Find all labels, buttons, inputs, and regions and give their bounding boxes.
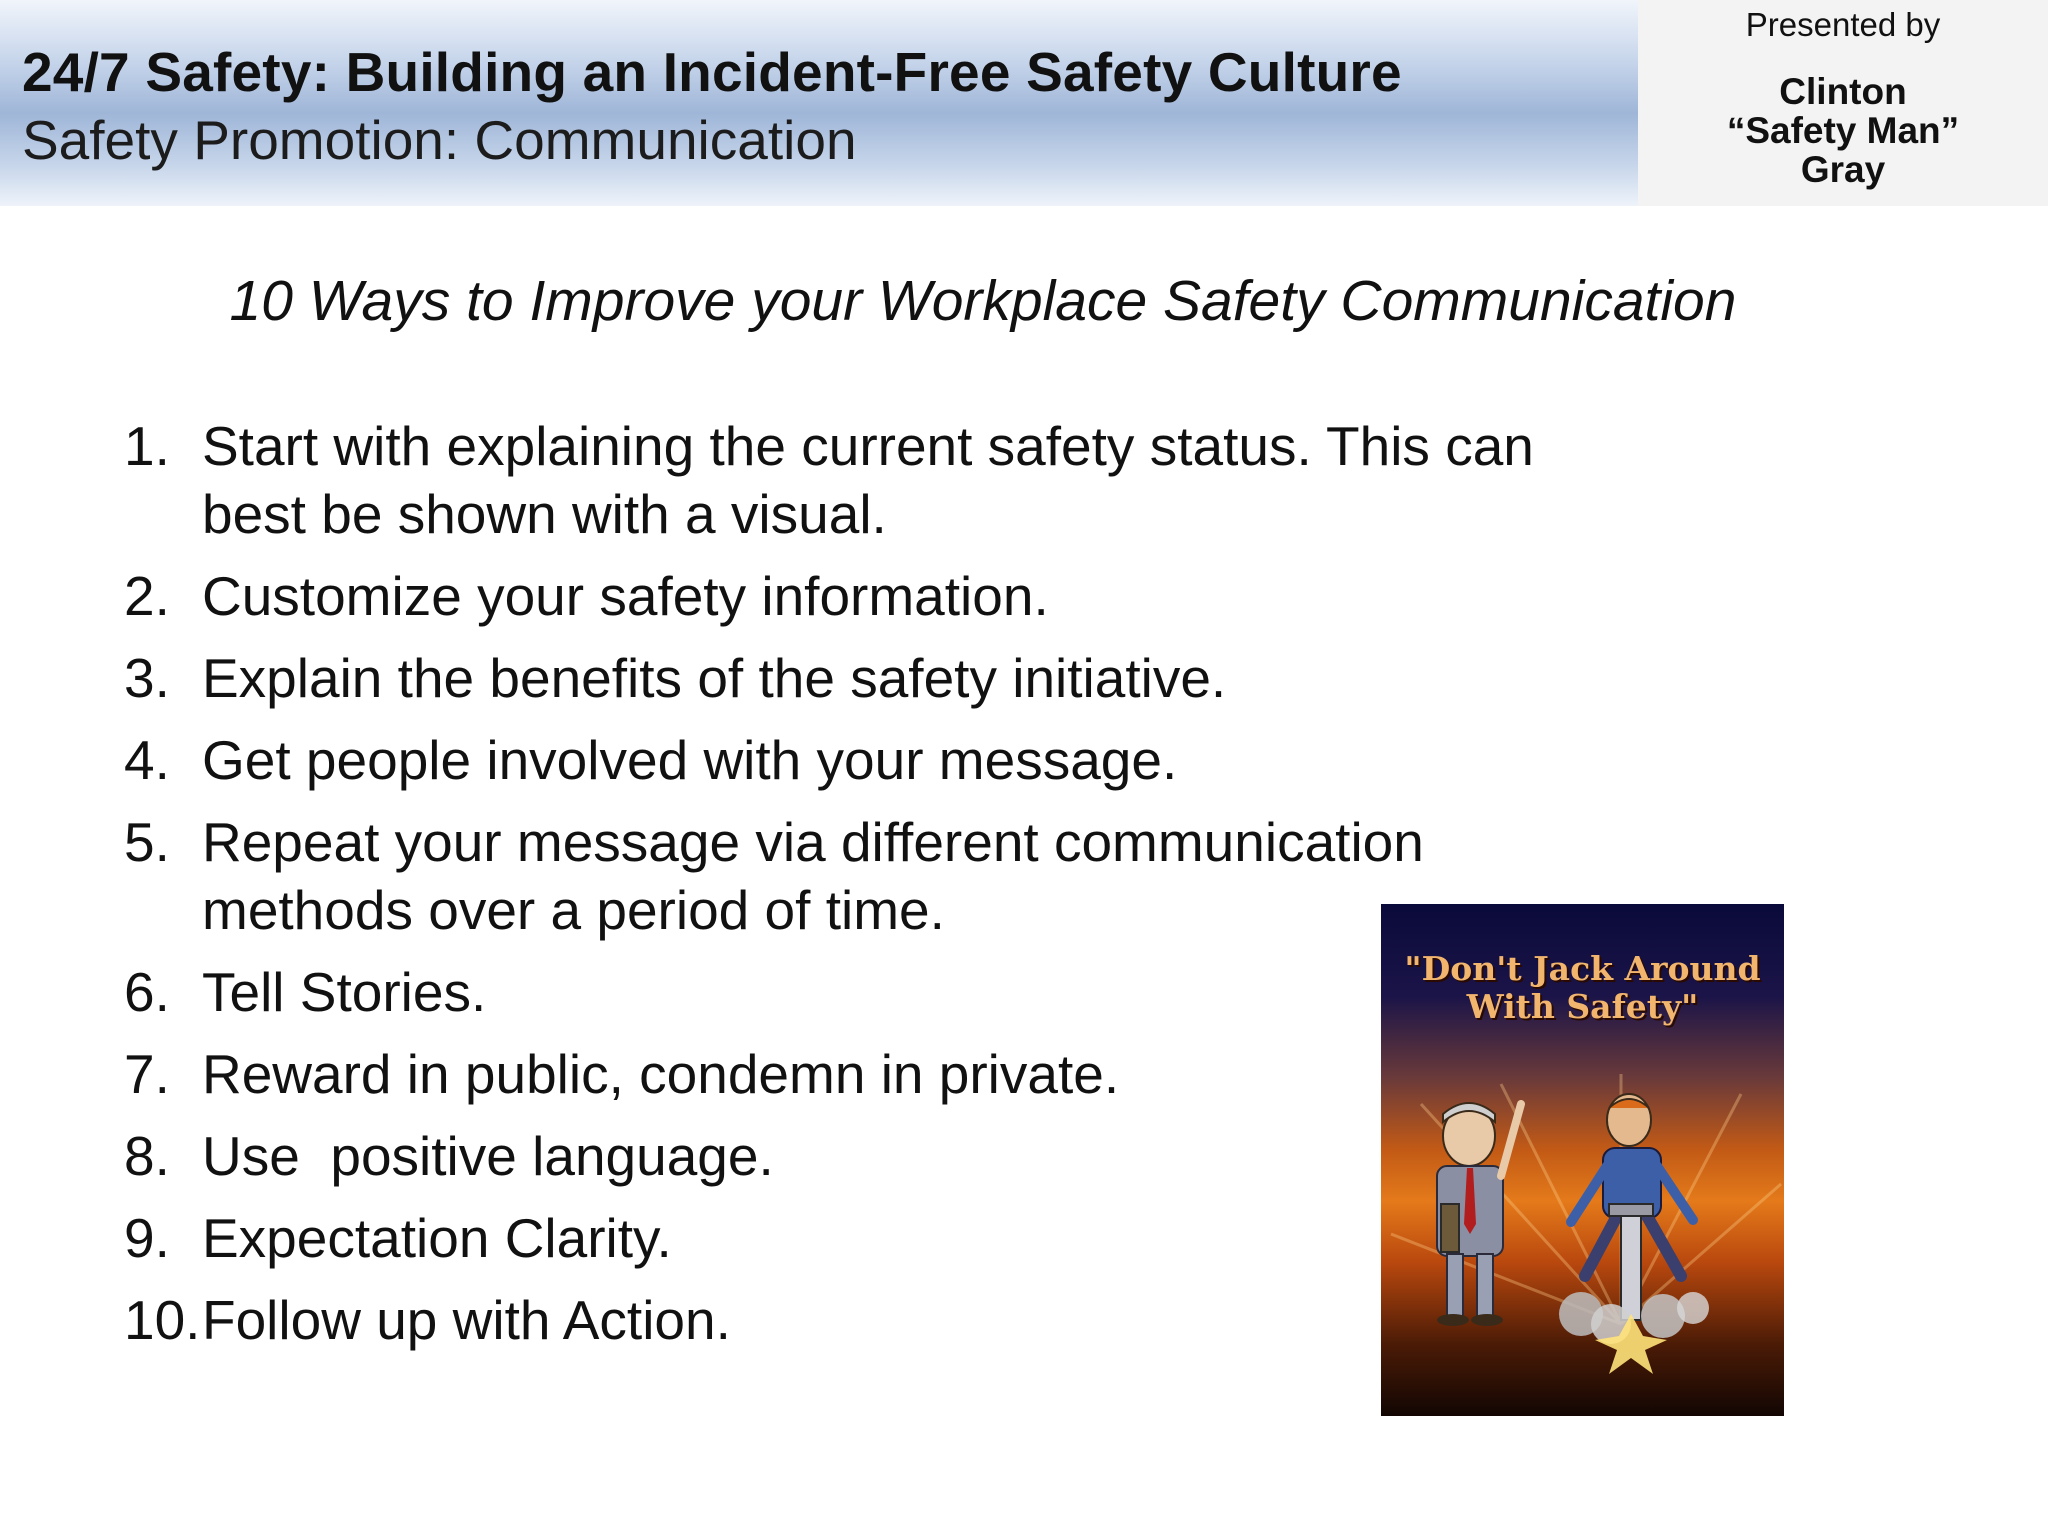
supervisor-figure [1437, 1103, 1521, 1326]
list-item-number: 4. [124, 729, 170, 791]
presenter-name-line-3: Gray [1800, 149, 1886, 190]
safety-poster-image [1381, 904, 1784, 1416]
list-item-text: Start with explaining the current safety status. This can best be shown with a visual. [202, 415, 1550, 545]
list-item [124, 644, 1624, 712]
list-item-number: 1. [124, 415, 170, 477]
list-item-text: Reward in public, condemn in private. [202, 1043, 1120, 1105]
list-item-number: 3. [124, 647, 170, 709]
list-item-text: Use positive language. [202, 1125, 774, 1187]
list-item-text: Get people involved with your message. [202, 729, 1178, 791]
jackhammer-worker-figure [1571, 1094, 1693, 1320]
list-item-number: 2. [124, 565, 170, 627]
presenter-panel [1638, 0, 2048, 206]
list-item-number: 5. [124, 811, 170, 873]
list-item [124, 562, 1624, 630]
list-item-text: Follow up with Action. [202, 1289, 731, 1351]
list-item-number: 10. [124, 1289, 201, 1351]
list-item-text: Repeat your message via different communication methods over a period of time. [202, 811, 1440, 941]
header-banner [0, 0, 1638, 206]
poster-caption [1381, 950, 1784, 1026]
presenter-name-line-2: “Safety Man” [1726, 110, 1960, 151]
poster-caption-line-1: "Don't Jack Around [1404, 949, 1761, 988]
list-item [124, 412, 1624, 548]
presentation-title: 24/7 Safety: Building an Incident-Free Safety Culture [22, 41, 1402, 103]
presenter-name-line-1: Clinton [1779, 71, 1907, 112]
list-item-text: Customize your safety information. [202, 565, 1049, 627]
list-item-text: Tell Stories. [202, 961, 487, 1023]
list-item [124, 726, 1624, 794]
poster-caption-line-2: With Safety" [1466, 987, 1699, 1026]
list-item-number: 6. [124, 961, 170, 1023]
list-item-number: 9. [124, 1207, 170, 1269]
list-item-text: Explain the benefits of the safety initiative. [202, 647, 1227, 709]
list-item-text: Expectation Clarity. [202, 1207, 672, 1269]
slide-heading: 10 Ways to Improve your Workplace Safety Communication [229, 269, 1737, 333]
presenter-name [1638, 72, 2048, 189]
list-item-number: 7. [124, 1043, 170, 1105]
presenter-label: Presented by [1745, 6, 1941, 43]
list-item-number: 8. [124, 1125, 170, 1187]
section-subtitle: Safety Promotion: Communication [22, 109, 857, 171]
